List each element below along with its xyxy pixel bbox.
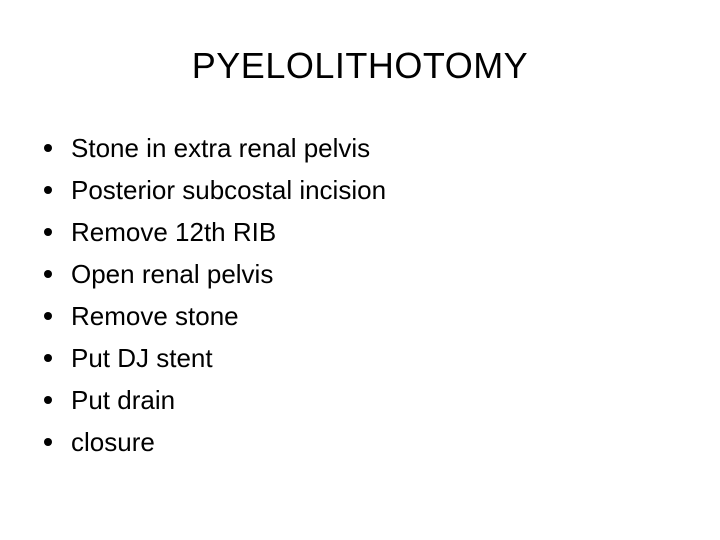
list-item xyxy=(44,211,684,253)
bullet-icon xyxy=(44,438,52,446)
bullet-text: Posterior subcostal incision xyxy=(71,175,387,205)
slide-title: PYELOLITHOTOMY xyxy=(191,45,529,86)
bullet-icon xyxy=(44,228,52,236)
list-item xyxy=(44,337,684,379)
bullet-text: Stone in extra renal pelvis xyxy=(71,133,371,163)
bullet-icon xyxy=(44,144,52,152)
bullet-icon xyxy=(44,186,52,194)
bullet-text: Open renal pelvis xyxy=(71,259,274,289)
bullet-text: closure xyxy=(71,427,155,457)
bullet-text: Put drain xyxy=(71,385,176,415)
bullet-icon xyxy=(44,270,52,278)
bullet-icon xyxy=(44,354,52,362)
bullet-text: Put DJ stent xyxy=(71,343,213,373)
list-item xyxy=(44,295,684,337)
list-item xyxy=(44,253,684,295)
list-item xyxy=(44,379,684,421)
list-item xyxy=(44,421,684,463)
bullet-list xyxy=(44,127,684,463)
bullet-icon xyxy=(44,396,52,404)
bullet-text: Remove 12th RIB xyxy=(71,217,277,247)
bullet-icon xyxy=(44,312,52,320)
list-item xyxy=(44,169,684,211)
list-item xyxy=(44,127,684,169)
bullet-text: Remove stone xyxy=(71,301,239,331)
